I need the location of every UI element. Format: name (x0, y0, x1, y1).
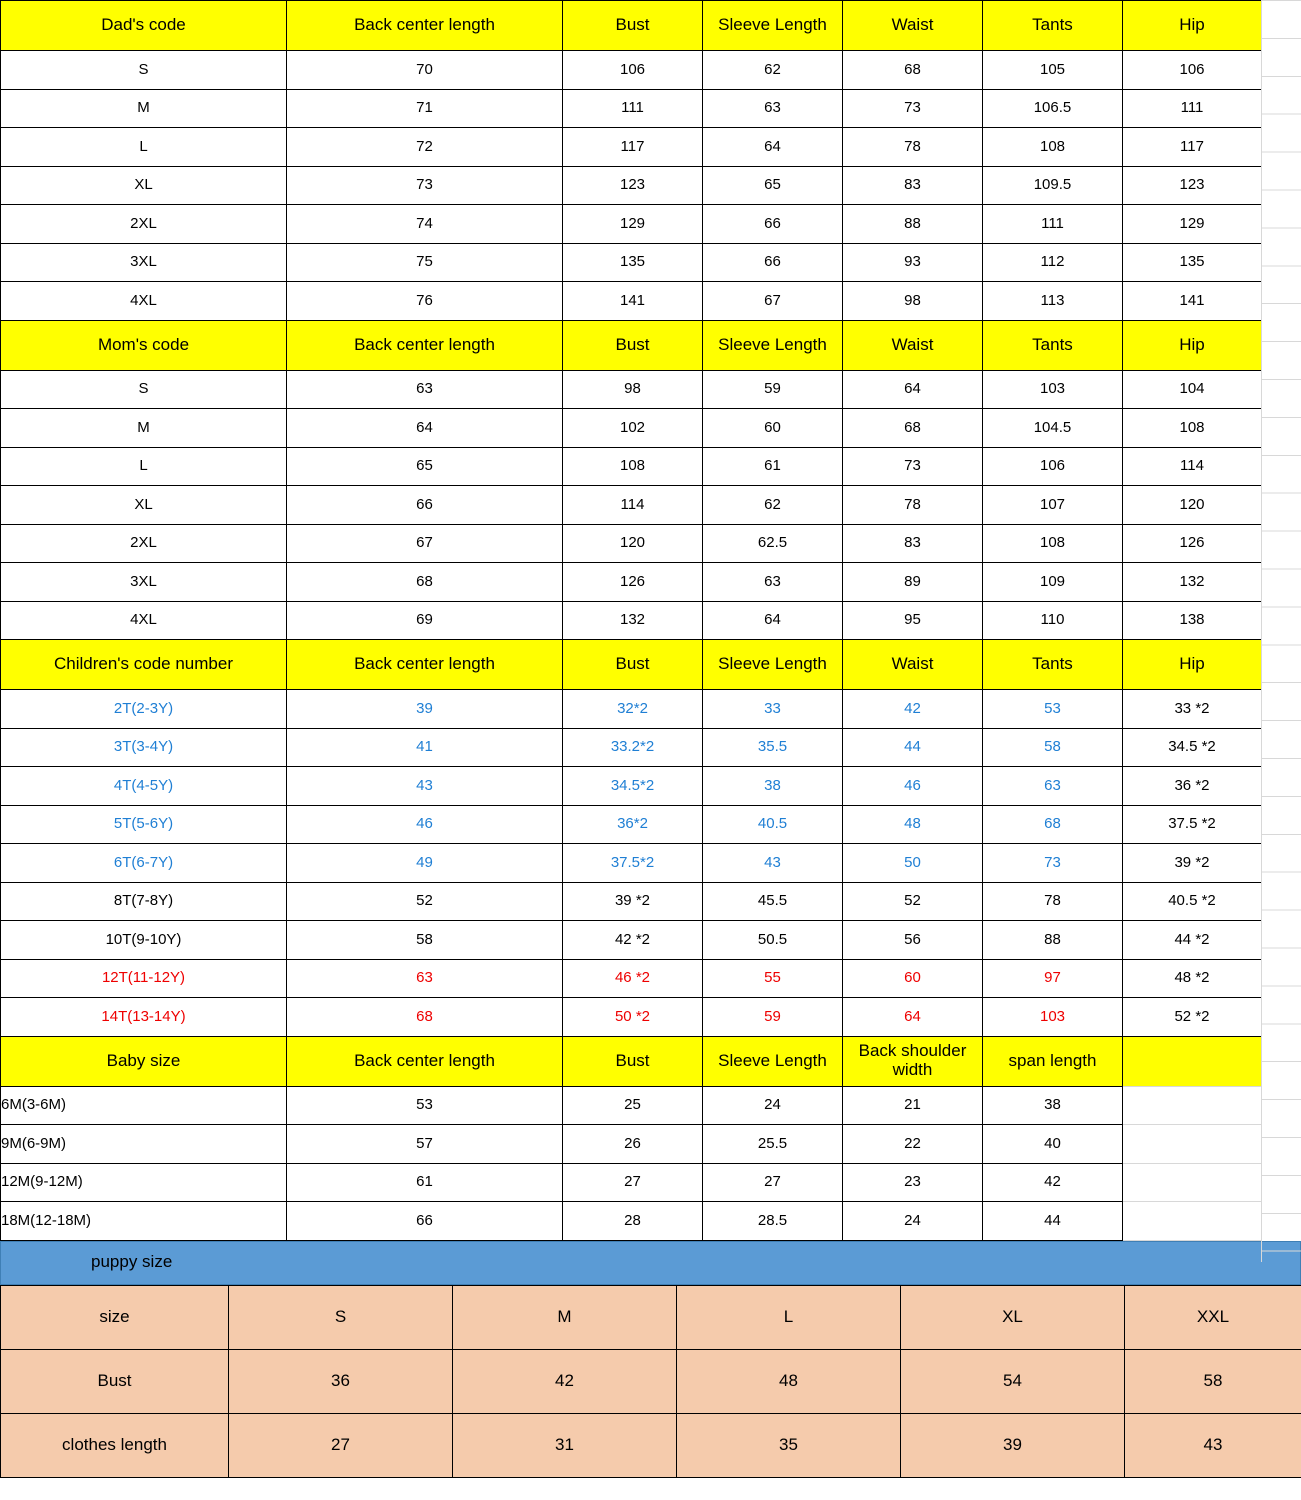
column-header: Sleeve Length (703, 640, 843, 690)
cell: 98 (563, 370, 703, 409)
cell: 111 (983, 205, 1123, 244)
column-header: Back center length (287, 640, 563, 690)
cell: 59 (703, 998, 843, 1037)
cell: 6M(3-6M) (1, 1086, 287, 1125)
cell: 68 (843, 51, 983, 90)
cell: 60 (843, 959, 983, 998)
cell: 26 (563, 1125, 703, 1164)
cell: 66 (703, 243, 843, 282)
cell: 89 (843, 563, 983, 602)
cell: 27 (703, 1163, 843, 1202)
cell: 4T(4-5Y) (1, 767, 287, 806)
table-row (1, 1413, 1301, 1477)
table-row (1, 166, 1262, 205)
cell: 69 (287, 601, 563, 640)
cell: 126 (563, 563, 703, 602)
cell: 112 (983, 243, 1123, 282)
cell: 34.5 *2 (1123, 728, 1262, 767)
column-header: S (229, 1285, 453, 1349)
cell: 120 (563, 524, 703, 563)
cell: 62 (703, 51, 843, 90)
cell: 42 (983, 1163, 1123, 1202)
cell: 78 (843, 128, 983, 167)
cell: 138 (1123, 601, 1262, 640)
cell: 58 (1125, 1349, 1301, 1413)
puppy-size-table (0, 1285, 1301, 1478)
cell: 66 (703, 205, 843, 244)
cell: 33 (703, 690, 843, 729)
cell: 68 (287, 998, 563, 1037)
cell: 5T(5-6Y) (1, 805, 287, 844)
table-row (1, 409, 1262, 448)
cell: 50 (843, 844, 983, 883)
cell: 113 (983, 282, 1123, 321)
column-header: Children's code number (1, 640, 287, 690)
cell: 2T(2-3Y) (1, 690, 287, 729)
cell: 36*2 (563, 805, 703, 844)
column-header: L (677, 1285, 901, 1349)
cell: 41 (287, 728, 563, 767)
cell: 40 (983, 1125, 1123, 1164)
table-row (1, 1163, 1262, 1202)
table-row (1, 51, 1262, 90)
cell: 40.5 *2 (1123, 882, 1262, 921)
cell: 24 (843, 1202, 983, 1241)
table-row (1, 805, 1262, 844)
column-header: Back center length (287, 1, 563, 51)
row-header: Bust (1, 1349, 229, 1413)
column-header: Tants (983, 640, 1123, 690)
cell: 132 (563, 601, 703, 640)
cell: 48 *2 (1123, 959, 1262, 998)
cell: 78 (843, 486, 983, 525)
cell: 44 (983, 1202, 1123, 1241)
empty-cell (1123, 1125, 1262, 1164)
cell: 50 *2 (563, 998, 703, 1037)
cell: 3T(3-4Y) (1, 728, 287, 767)
cell: 67 (287, 524, 563, 563)
cell: 108 (983, 524, 1123, 563)
cell: 31 (453, 1413, 677, 1477)
cell: L (1, 447, 287, 486)
cell: S (1, 51, 287, 90)
table-row (1, 690, 1262, 729)
cell: 64 (287, 409, 563, 448)
table-row (1, 998, 1262, 1037)
cell: 44 *2 (1123, 921, 1262, 960)
cell: 52 *2 (1123, 998, 1262, 1037)
cell: 42 (843, 690, 983, 729)
cell: 35 (677, 1413, 901, 1477)
cell: 27 (229, 1413, 453, 1477)
cell: 50.5 (703, 921, 843, 960)
table-row (1, 486, 1262, 525)
cell: 21 (843, 1086, 983, 1125)
cell: 48 (677, 1349, 901, 1413)
cell: 43 (703, 844, 843, 883)
cell: 62 (703, 486, 843, 525)
cell: 73 (983, 844, 1123, 883)
cell: 36 *2 (1123, 767, 1262, 806)
cell: 141 (1123, 282, 1262, 321)
cell: 104 (1123, 370, 1262, 409)
cell: 135 (563, 243, 703, 282)
cell: 52 (843, 882, 983, 921)
cell: 83 (843, 524, 983, 563)
cell: 27 (563, 1163, 703, 1202)
cell: XL (1, 486, 287, 525)
cell: 68 (287, 563, 563, 602)
cell: 39 *2 (563, 882, 703, 921)
cell: 12T(11-12Y) (1, 959, 287, 998)
table-row (1, 921, 1262, 960)
baby-header-row (1, 1036, 1262, 1086)
table-row (1, 1349, 1301, 1413)
cell: 63 (983, 767, 1123, 806)
column-header: Tants (983, 320, 1123, 370)
cell: 42 (453, 1349, 677, 1413)
cell: 106 (1123, 51, 1262, 90)
column-header: Hip (1123, 640, 1262, 690)
cell: 65 (703, 166, 843, 205)
cell: 39 (287, 690, 563, 729)
puppy-size-band (0, 1241, 1301, 1285)
cell: 39 (901, 1413, 1125, 1477)
table-row (1, 959, 1262, 998)
cell: 106 (563, 51, 703, 90)
cell: 78 (983, 882, 1123, 921)
cell: 2XL (1, 205, 287, 244)
empty-cell (1123, 1086, 1262, 1125)
column-header: Sleeve Length (703, 1036, 843, 1086)
cell: 103 (983, 370, 1123, 409)
cell: 106.5 (983, 89, 1123, 128)
cell: 107 (983, 486, 1123, 525)
cell: 114 (1123, 447, 1262, 486)
cell: 28 (563, 1202, 703, 1241)
column-header: XXL (1125, 1285, 1301, 1349)
cell: 52 (287, 882, 563, 921)
table-row (1, 128, 1262, 167)
table-row (1, 844, 1262, 883)
cell: 46 (287, 805, 563, 844)
column-header: Back center length (287, 320, 563, 370)
cell: 108 (1123, 409, 1262, 448)
column-header: Waist (843, 1, 983, 51)
cell: 2XL (1, 524, 287, 563)
cell: 42 *2 (563, 921, 703, 960)
column-header: Back shoulder width (843, 1036, 983, 1086)
cell: 74 (287, 205, 563, 244)
cell: 57 (287, 1125, 563, 1164)
cell: M (1, 89, 287, 128)
cell: 59 (703, 370, 843, 409)
cell: 141 (563, 282, 703, 321)
children-header-row (1, 640, 1262, 690)
cell: 117 (563, 128, 703, 167)
spreadsheet-gridlines (1261, 0, 1301, 1262)
table-row (1, 447, 1262, 486)
column-header: Waist (843, 320, 983, 370)
cell: 25.5 (703, 1125, 843, 1164)
cell: 12M(9-12M) (1, 1163, 287, 1202)
cell: 120 (1123, 486, 1262, 525)
table-row (1, 370, 1262, 409)
column-header: Bust (563, 640, 703, 690)
cell: 66 (287, 1202, 563, 1241)
cell: 18M(12-18M) (1, 1202, 287, 1241)
cell: 24 (703, 1086, 843, 1125)
column-header: Hip (1123, 1, 1262, 51)
cell: 33 *2 (1123, 690, 1262, 729)
cell: 58 (287, 921, 563, 960)
table-row (1, 243, 1262, 282)
table-row (1, 1125, 1262, 1164)
cell: 36 (229, 1349, 453, 1413)
cell: 61 (703, 447, 843, 486)
empty-cell (1123, 1036, 1262, 1086)
cell: 132 (1123, 563, 1262, 602)
column-header: Back center length (287, 1036, 563, 1086)
column-header: Waist (843, 640, 983, 690)
dads-header-row (1, 1, 1262, 51)
column-header: Sleeve Length (703, 1, 843, 51)
table-row (1, 1086, 1262, 1125)
cell: 93 (843, 243, 983, 282)
table-row (1, 728, 1262, 767)
puppy-header-row (1, 1285, 1301, 1349)
cell: 64 (843, 370, 983, 409)
cell: 109 (983, 563, 1123, 602)
cell: 88 (983, 921, 1123, 960)
cell: 98 (843, 282, 983, 321)
column-header: Baby size (1, 1036, 287, 1086)
table-row (1, 1202, 1262, 1241)
cell: 68 (983, 805, 1123, 844)
cell: 22 (843, 1125, 983, 1164)
cell: 8T(7-8Y) (1, 882, 287, 921)
cell: 111 (563, 89, 703, 128)
column-header: XL (901, 1285, 1125, 1349)
cell: 103 (983, 998, 1123, 1037)
column-header: Hip (1123, 320, 1262, 370)
column-header: Mom's code (1, 320, 287, 370)
column-header: Tants (983, 1, 1123, 51)
column-header: Dad's code (1, 1, 287, 51)
cell: 109.5 (983, 166, 1123, 205)
cell: 73 (843, 447, 983, 486)
cell: 70 (287, 51, 563, 90)
column-header: Bust (563, 320, 703, 370)
cell: 23 (843, 1163, 983, 1202)
cell: 64 (703, 128, 843, 167)
empty-cell (1123, 1202, 1262, 1241)
cell: 71 (287, 89, 563, 128)
cell: 64 (843, 998, 983, 1037)
cell: 60 (703, 409, 843, 448)
cell: 58 (983, 728, 1123, 767)
cell: 46 (843, 767, 983, 806)
cell: 33.2*2 (563, 728, 703, 767)
cell: 88 (843, 205, 983, 244)
cell: 73 (843, 89, 983, 128)
cell: 43 (1125, 1413, 1301, 1477)
cell: 65 (287, 447, 563, 486)
cell: 9M(6-9M) (1, 1125, 287, 1164)
cell: 129 (1123, 205, 1262, 244)
cell: 67 (703, 282, 843, 321)
column-header: span length (983, 1036, 1123, 1086)
puppy-size-label: puppy size (1, 1241, 1301, 1284)
cell: 4XL (1, 601, 287, 640)
cell: 110 (983, 601, 1123, 640)
cell: 55 (703, 959, 843, 998)
cell: 63 (703, 89, 843, 128)
cell: 53 (287, 1086, 563, 1125)
cell: 43 (287, 767, 563, 806)
empty-cell (1123, 1163, 1262, 1202)
cell: XL (1, 166, 287, 205)
cell: 72 (287, 128, 563, 167)
cell: 56 (843, 921, 983, 960)
cell: 4XL (1, 282, 287, 321)
cell: 63 (703, 563, 843, 602)
cell: 38 (703, 767, 843, 806)
cell: 37.5 *2 (1123, 805, 1262, 844)
cell: 126 (1123, 524, 1262, 563)
column-header: Bust (563, 1036, 703, 1086)
cell: 106 (983, 447, 1123, 486)
cell: 117 (1123, 128, 1262, 167)
column-header: M (453, 1285, 677, 1349)
cell: 114 (563, 486, 703, 525)
cell: 49 (287, 844, 563, 883)
cell: 48 (843, 805, 983, 844)
cell: 66 (287, 486, 563, 525)
cell: 53 (983, 690, 1123, 729)
cell: 39 *2 (1123, 844, 1262, 883)
cell: 83 (843, 166, 983, 205)
cell: 135 (1123, 243, 1262, 282)
cell: 54 (901, 1349, 1125, 1413)
cell: 123 (563, 166, 703, 205)
cell: 104.5 (983, 409, 1123, 448)
table-row (1, 89, 1262, 128)
cell: 38 (983, 1086, 1123, 1125)
column-header: Sleeve Length (703, 320, 843, 370)
cell: 61 (287, 1163, 563, 1202)
column-header: size (1, 1285, 229, 1349)
cell: 44 (843, 728, 983, 767)
cell: 46 *2 (563, 959, 703, 998)
table-row (1, 563, 1262, 602)
cell: 63 (287, 370, 563, 409)
cell: 105 (983, 51, 1123, 90)
cell: 10T(9-10Y) (1, 921, 287, 960)
cell: 73 (287, 166, 563, 205)
cell: 102 (563, 409, 703, 448)
cell: 3XL (1, 563, 287, 602)
cell: 25 (563, 1086, 703, 1125)
cell: 64 (703, 601, 843, 640)
cell: 108 (563, 447, 703, 486)
table-row (1, 601, 1262, 640)
cell: S (1, 370, 287, 409)
cell: 111 (1123, 89, 1262, 128)
cell: 32*2 (563, 690, 703, 729)
cell: 45.5 (703, 882, 843, 921)
cell: 14T(13-14Y) (1, 998, 287, 1037)
cell: 34.5*2 (563, 767, 703, 806)
cell: 97 (983, 959, 1123, 998)
cell: 3XL (1, 243, 287, 282)
cell: 76 (287, 282, 563, 321)
cell: 6T(6-7Y) (1, 844, 287, 883)
cell: 108 (983, 128, 1123, 167)
cell: 40.5 (703, 805, 843, 844)
table-row (1, 767, 1262, 806)
cell: 123 (1123, 166, 1262, 205)
table-row (1, 524, 1262, 563)
cell: 129 (563, 205, 703, 244)
table-row (1, 882, 1262, 921)
cell: 35.5 (703, 728, 843, 767)
moms-header-row (1, 320, 1262, 370)
cell: L (1, 128, 287, 167)
cell: 95 (843, 601, 983, 640)
table-row (1, 282, 1262, 321)
row-header: clothes length (1, 1413, 229, 1477)
table-row (1, 205, 1262, 244)
column-header: Bust (563, 1, 703, 51)
cell: 62.5 (703, 524, 843, 563)
cell: 75 (287, 243, 563, 282)
cell: 63 (287, 959, 563, 998)
cell: 68 (843, 409, 983, 448)
cell: M (1, 409, 287, 448)
cell: 37.5*2 (563, 844, 703, 883)
cell: 28.5 (703, 1202, 843, 1241)
